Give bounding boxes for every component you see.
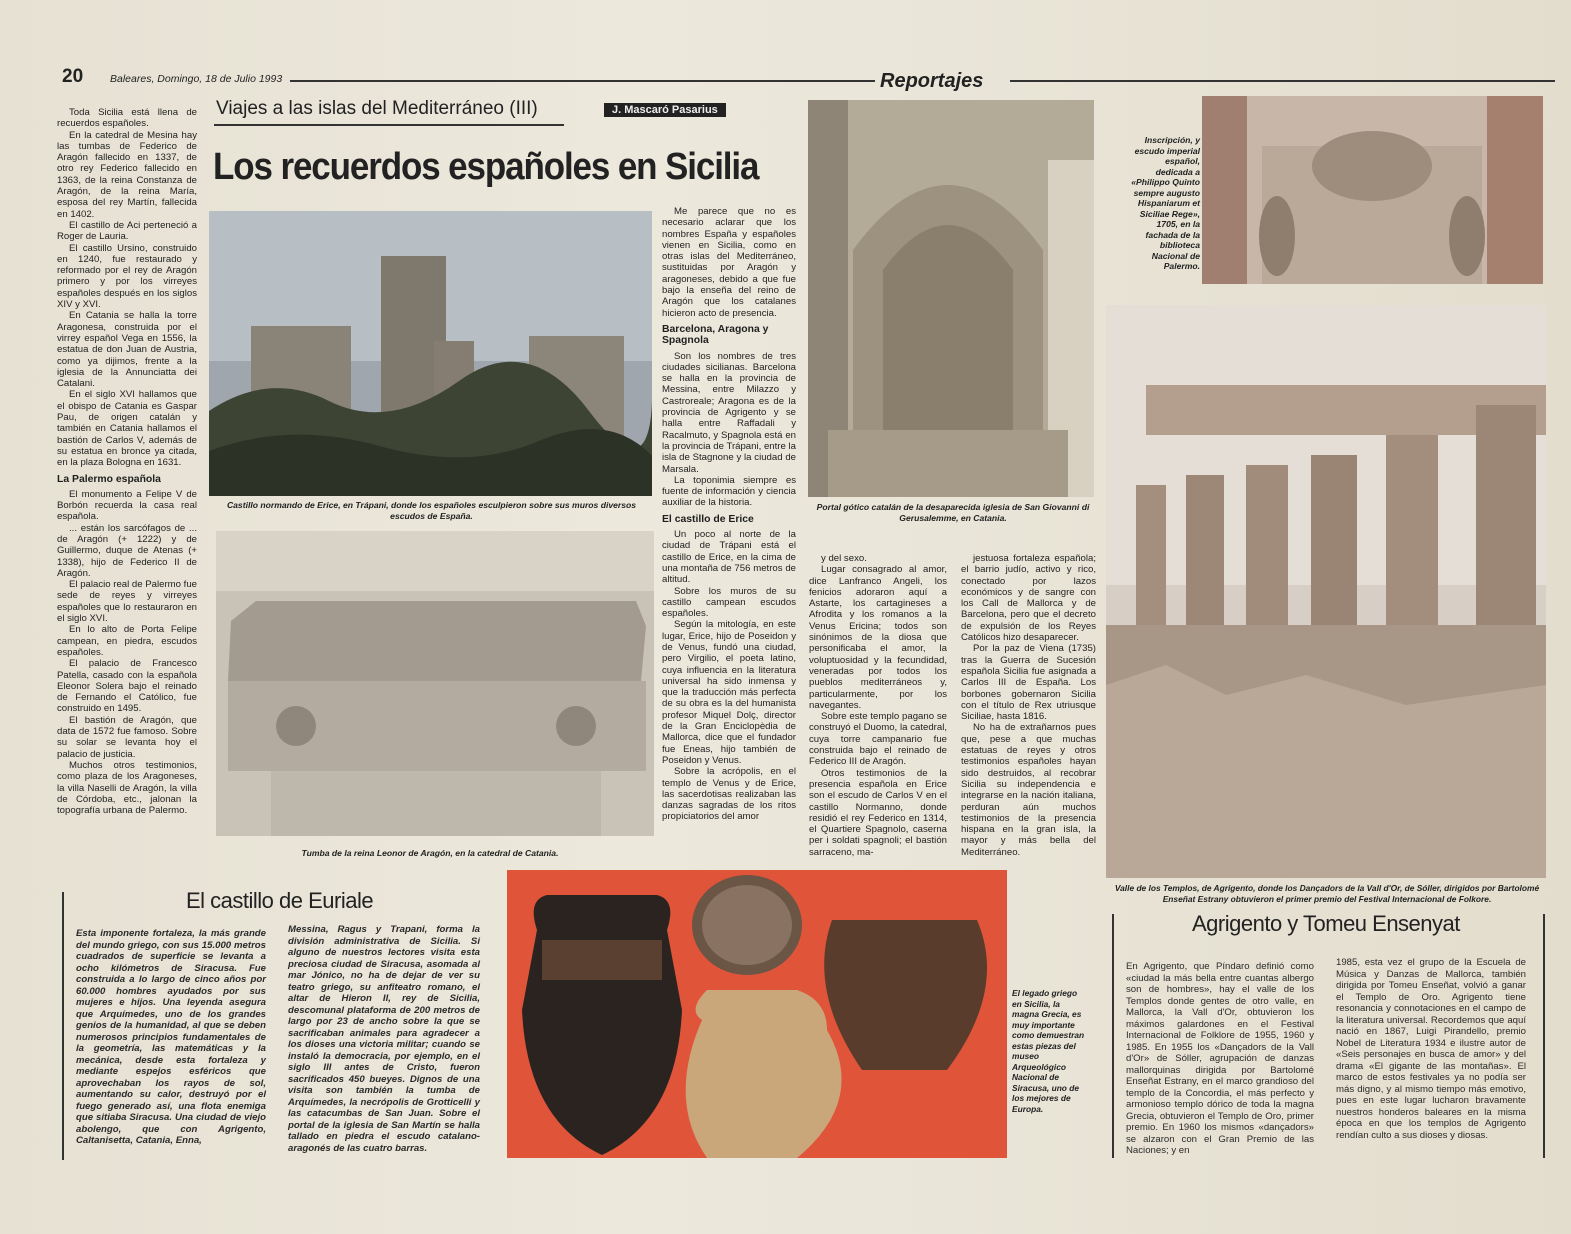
tomb-photo bbox=[216, 531, 654, 836]
paragraph: El palacio de Francesco Patella, casado con la española Eleonor Solera bajo el reinado de Fernando el Católico, fue construido en 1495. bbox=[57, 658, 197, 715]
caption-portal: Portal gótico catalán de la desaparecida iglesia de San Giovanni di Gerusalemme, en Catania. bbox=[816, 502, 1090, 523]
vases-photo bbox=[507, 870, 1007, 1158]
paragraph: El palacio real de Palermo fue sede de reyes y virreyes españoles que lo restauraron en el siglo XVI. bbox=[57, 579, 197, 625]
paragraph: El castillo Ursino, construido en 1240, fue restaurado y reformado por el rey de Aragón primero y por los virreyes españoles después en los siglos XIV y XVI. bbox=[57, 242, 197, 311]
byline: J. Mascaró Pasarius bbox=[604, 103, 726, 117]
caption-temples: Valle de los Templos, de Agrigento, donde los Dançadors de la Vall d'Or, de Sóller, dirigidos por Bartolomé Enseñat Estrany obtuvieron el primer premio del Festival Internacional de Folkore. bbox=[1114, 883, 1540, 904]
temples-image bbox=[1106, 305, 1546, 878]
caption-inscription: Inscripción, y escudo imperial español, dedicada a «Philippo Quinto sempre augusto Hispaniarum et Siciliae Rege», 1705, en la fachada de la biblioteca Nacional de Palermo. bbox=[1131, 135, 1200, 271]
header-rule-left bbox=[290, 80, 875, 82]
column-3 bbox=[809, 553, 947, 858]
vases-image bbox=[507, 870, 1007, 1158]
paragraph: El bastión de Aragón, que data de 1572 fue famoso. Sobre su solar se levanta hoy el palacio de justicia. bbox=[57, 714, 197, 760]
box-euriale-rule bbox=[62, 892, 64, 1160]
paragraph: El monumento a Felipe V de Borbón recuerda la casa real española. bbox=[57, 488, 197, 523]
headline: Los recuerdos españoles en Sicilia bbox=[213, 146, 759, 188]
paragraph: y del sexo. bbox=[821, 553, 867, 564]
caption-vases: El legado griego en Sicilia, la magna Grecia, es muy importante como demuestran estas piezas del museo Arqueológico Nacional de Siracusa, uno de los mejores de Europa. bbox=[1012, 988, 1085, 1114]
box-euriale-title: El castillo de Euriale bbox=[186, 888, 374, 913]
subhead-palermo: La Palermo española bbox=[57, 473, 161, 485]
paragraph: Lugar consagrado al amor, dice Lanfranco Angeli, los fenicios adoraron aquí a Astarte, los cartagineses a Afrodita y los romanos a la Venus Ericina; todos son sinónimos de la diosa que personificaba el amor, la voluptuosidad y la fecundidad, veneradas por todos los pueblos mediterráneos y, particularmente, por los navegantes. bbox=[809, 564, 947, 711]
section-title: Reportajes bbox=[880, 70, 984, 92]
paragraph: Por la paz de Viena (1735) tras la Guerra de Sucesión española Sicilia fue asignada a Carlos III de España. Los borbones gobernaron Sicilia con el título de Rex utriusque Siciliae, hasta 1816. bbox=[961, 643, 1096, 723]
paragraph: En lo alto de Porta Felipe campean, en piedra, escudos españoles. bbox=[57, 624, 197, 658]
paragraph: En el siglo XVI hallamos que el obispo de Catania es Gaspar Pau, de origen catalán y también en Catania hallamos el bastión de Carlos V, además de su estatua en bronce ya citada, en la plaza Bologna en 1631. bbox=[57, 389, 197, 469]
caption-castle: Castillo normando de Erice, en Trápani, donde los españoles esculpieron sobre sus muros diversos escudos de España. bbox=[226, 500, 637, 521]
inscription-photo bbox=[1202, 96, 1543, 284]
paragraph: No ha de extrañarnos pues que, pese a que muchas estatuas de reyes y otros testimonios españoles hayan sido destruidos, al recobrar Sicilia su independencia e integrarse en la nación italiana, perduran aún muchos testimonios de la presencia hispana en la gran isla, la mayor y más bella del Mediterráneo. bbox=[961, 722, 1096, 858]
paragraph: Un poco al norte de la ciudad de Trápani está el castillo de Erice, en la cima de una montaña de 756 metros de altitud. bbox=[662, 529, 796, 586]
kicker: Viajes a las islas del Mediterráneo (III) bbox=[216, 98, 538, 119]
castle-photo bbox=[209, 211, 652, 496]
castle-image bbox=[209, 211, 652, 496]
paragraph: Sobre este templo pagano se construyó el Duomo, la catedral, cuya torre campanario fue construida bajo el reinado de Federico III de Aragón. bbox=[809, 711, 947, 768]
box-agrigento-rule-left bbox=[1112, 914, 1114, 1158]
paragraph: Según la mitología, en este lugar, Erice, hijo de Poseidon y de Venus, fundó una ciudad, pero Virgilio, el poeta latino, cuya influencia en la literatura universal ha sido inmensa y que la traducción más perfecta de su obra es la del humanista profesor Miquel Dolç, director de la Gran Enciclopèdia de Mallorca, dice que el fundador fue Eneas, hijo también de Poseidon y Venus. bbox=[662, 619, 796, 766]
dateline: Baleares, Domingo, 18 de Julio 1993 bbox=[110, 73, 283, 85]
paragraph: La toponimia siempre es fuente de información y ciencia auxiliar de la historia. bbox=[662, 474, 796, 509]
subhead-erice: El castillo de Erice bbox=[662, 513, 754, 525]
box-euriale-col2: Messina, Ragus y Trapani, forma la división administrativa de Sicilia. Si alguno de nuestros lectores visita esta preciosa ciudad de Siracusa, asomada al mar Jónico, no ha de dejar de ver su teatro griego, su anfiteatro romano, el altar de Hieron II, rey de Sicilia, descomunal plataforma de 200 metros de largo por 23 de ancho sobre la que se sacrificaban animales para agradecer a los dioses una victoria militar; cuando se instaló la democracia, por ejemplo, en el siglo III antes de Cristo, fueron sacrificados 450 bueyes. Dignos de una visita son también la tumba de Arquímedes, la necrópolis de Grotticelli y las catacumbas de San Juan. Sobre el portal de la iglesia de San Martín se halla tallado en piedra el escudo catalano-aragonés de las cuatro barras. bbox=[288, 924, 480, 1154]
paragraph: Otros testimonios de la presencia española en Erice son el escudo de Carlos V en el castillo Normanno, donde residió el rey Federico en 1314, el Quartiere Spagnolo, caserna per i soldati spagnoli; el bastión sarraceno, ma- bbox=[809, 767, 947, 858]
portal-photo bbox=[808, 100, 1094, 497]
inscription-image bbox=[1202, 96, 1543, 284]
paragraph: Sobre la acrópolis, en el templo de Venus y de Erice, las sacerdotisas realizaban las danzas sagradas de los ritos propiciatorios del amor bbox=[662, 766, 796, 823]
page-number: 20 bbox=[62, 66, 84, 87]
paragraph: El castillo de Aci perteneció a Roger de Lauria. bbox=[57, 219, 197, 243]
paragraph: ... están los sarcófagos de ... de Aragón (+ 1222) y de Guillermo, duque de Atenas (+ 1338), hijo de Federico II de Aragón. bbox=[57, 522, 197, 579]
subhead-barcelona: Barcelona, Aragona y Spagnola bbox=[662, 323, 769, 347]
paragraph: Toda Sicilia está llena de recuerdos españoles. bbox=[57, 107, 197, 130]
paragraph: Me parece que no es necesario aclarar que los nombres España y españoles vienen en Sicilia, como en otras islas del Mediterráneo, sustituidas por Aragón y aragoneses, debido a que fue bajo la enseña del reino de Aragón que los catalanes hicieron acto de presencia. bbox=[662, 206, 796, 319]
paragraph: Son los nombres de tres ciudades sicilianas. Barcelona se halla en la provincia de Messina, entre Milazzo y Castroreale; Aragona es de la provincia de Agrigento y se halla entre Raffadali y Racalmuto, y Spagnola está en la provincia de Trápani, entre la isla de Stagnone y la ciudad de Marsala. bbox=[662, 350, 796, 475]
middle-column bbox=[662, 206, 796, 823]
kicker-rule bbox=[214, 124, 564, 126]
tomb-image bbox=[216, 531, 654, 836]
temples-photo bbox=[1106, 305, 1546, 878]
left-column bbox=[57, 107, 197, 816]
box-agrigento-rule-right bbox=[1543, 914, 1545, 1158]
paragraph: Sobre los muros de su castillo campean escudos españoles. bbox=[662, 585, 796, 620]
box-agrigento-col2: 1985, esta vez el grupo de la Escuela de Música y Danzas de Mallorca, también dirigida por Tomeu Enseñat, volvió a ganar el Templo de Oro. Agrigento tiene resonancia y connotaciones en el campo de la literatura universal. Recordemos que aquí nació en 1867, Luigi Pirandello, premio Nobel de Literatura 1934 e ilustre autor de «Seis personajes en busca de amor» y del drama «El gigante de las montañas». El marco de estos festivales ya no podía ser más digno, y al mismo tiempo más emotivo, pues en este lugar lucharon bravamente nuestros honderos baleares en la misma época en que los templos de Agrigento rendían culto a sus dioses y diosas. bbox=[1336, 957, 1526, 1141]
paragraph: Muchos otros testimonios, como plaza de los Aragoneses, la villa Naselli de Aragón, la villa de Córdoba, etc., jalonan la topografía urbana de Palermo. bbox=[57, 759, 197, 817]
box-agrigento-col1: En Agrigento, que Píndaro definió como «ciudad la más bella entre cuantas albergo son de hombres», hay el valle de los Templos donde gentes de otro valle, en Mallorca, la Vall d'Or, obtuvieron los máximos galardones en el Festival Internacional de Folklore de 1955, 1960 y 1985. En 1955 los «Dançadors de la Vall d'Or» de Sóller, agrupación de danzas mallorquinas dirigida por Bartolomé Enseñat Estrany, en el marco grandioso del templo de la Concordia, el más perfecto y armonioso templo dórico de toda la magna Grecia, obtuvieron el Templo de Oro, primer premio. En 1960 los mismos «dançadors» se alzaron con el Gran Premio de las Naciones; y en bbox=[1126, 961, 1314, 1156]
paragraph: jestuosa fortaleza española; el barrio judío, activo y rico, conectado por lazos económicos y de sangre con los Call de Mallorca y de Barcelona, pero que el decreto de expulsión de los Reyes Católicos hizo desaparecer. bbox=[961, 553, 1096, 644]
column-4 bbox=[961, 553, 1096, 858]
paragraph: En Catania se halla la torre Aragonesa, construida por el virrey español Vega en 1556, la estatua de don Juan de Austria, como ya dijimos, frente a la iglesia de la Annunciatta dei Catalani. bbox=[57, 310, 197, 390]
paragraph: En la catedral de Mesina hay las tumbas de Federico de Aragón fallecido en 1337, de otro rey Federico fallecido en 1363, de la reina Constanza de Aragón, de la reina María, esposa del rey Martín, fallecida en 1402. bbox=[57, 129, 197, 220]
portal-image bbox=[808, 100, 1094, 497]
box-euriale-col1: Esta imponente fortaleza, la más grande del mundo griego, con sus 15.000 metros cuadrados de superficie se levanta a ocho kilómetros de Siracusa. Fue construida a lo largo de cinco años por 60.000 hombres ayudados por sus mujeres e hijos. Una leyenda asegura que Arquímedes, uno de los grandes genios de la humanidad, al que se deben numerosos principios fundamentales de la geometría, las matemáticas y la mecánica, desde esta fortaleza y mediante espejos esféricos que aprovechaban los rayos de sol, aumentando su calor, destruyó por el fuego generado así, una flota enemiga que sitiaba Siracusa. Una ciudad de viejo abolengo, que con Agrigento, Caltanisetta, Catania, Enna, bbox=[76, 928, 266, 1146]
box-agrigento-title: Agrigento y Tomeu Ensenyat bbox=[1192, 911, 1460, 936]
header-rule-right bbox=[1010, 80, 1555, 82]
caption-tomb: Tumba de la reina Leonor de Aragón, en la catedral de Catania. bbox=[301, 848, 559, 858]
